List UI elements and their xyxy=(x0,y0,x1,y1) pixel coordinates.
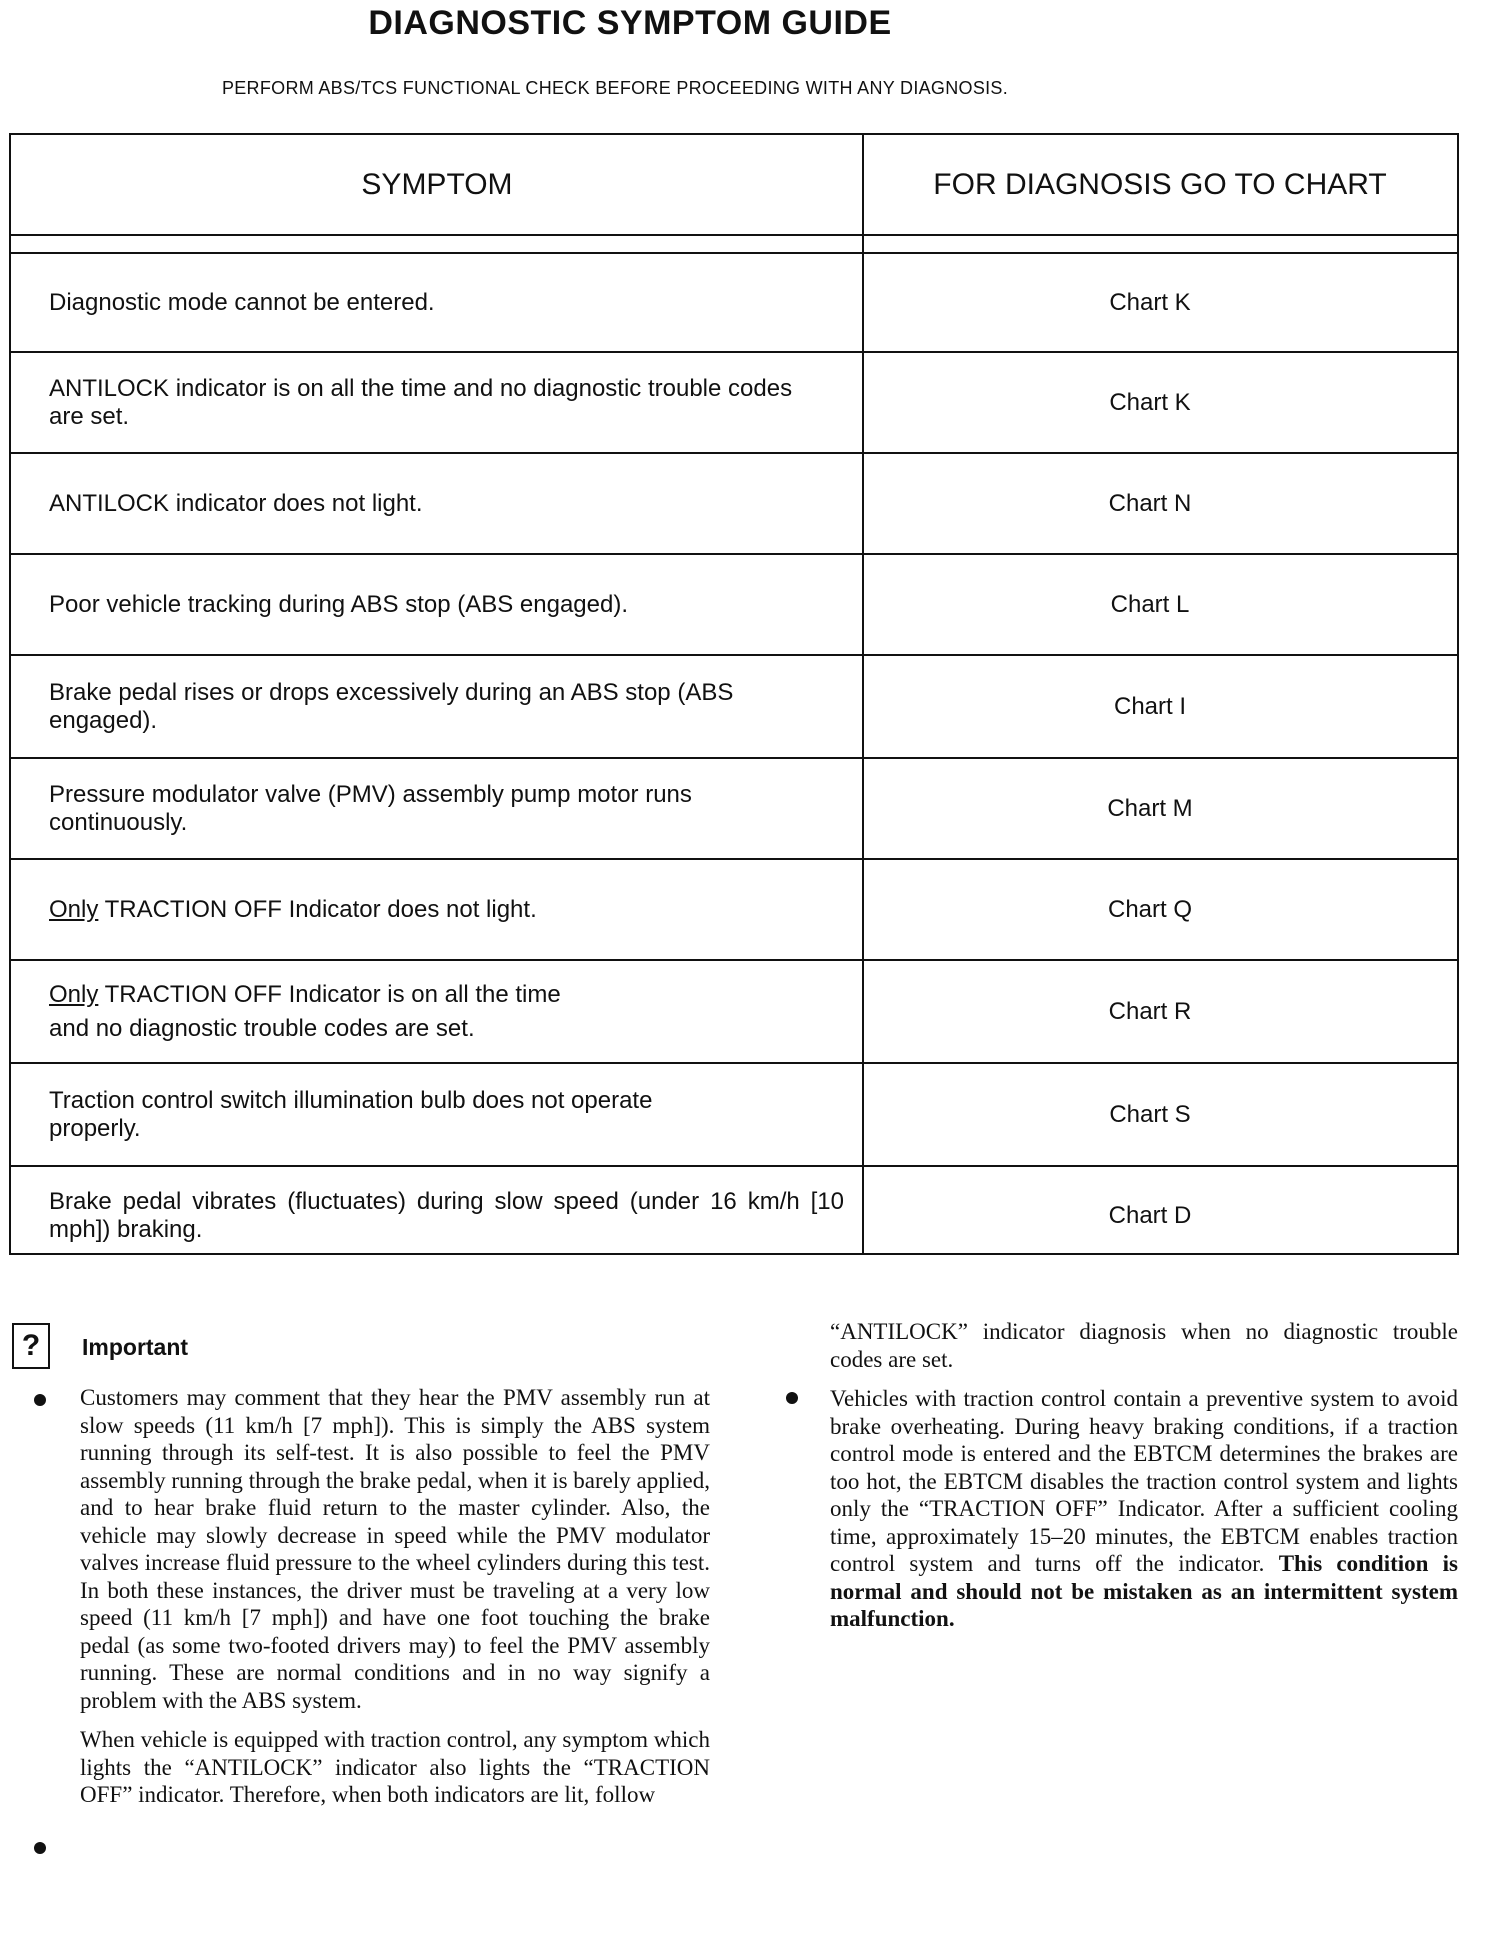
notes-left-column xyxy=(80,1384,710,1821)
header-chart: FOR DIAGNOSIS GO TO CHART xyxy=(933,167,1387,201)
note-paragraph: Customers may comment that they hear the PMV assembly run at slow speeds (11 km/h [7 mph]). This is simply the ABS system running through its self-test. It is also possible to feel the PMV assembly running through the brake pedal, when it is barely applied, and to hear brake fluid return to the master cylinder. Also, the vehicle may slowly decrease in speed while the PMV modulator valves increase fluid pressure to the wheel cylinders during this test. In both these instances, the driver must be traveling at a very low speed (11 km/h [7 mph]) and have one foot touching the brake pedal (as some two-footed drivers may) to feel the PMV assembly running. These are normal conditions and in no way signify a problem with the ABS system. xyxy=(80,1385,710,1713)
page-subtitle: PERFORM ABS/TCS FUNCTIONAL CHECK BEFORE PROCEEDING WITH ANY DIAGNOSIS. xyxy=(221,78,1009,98)
table-body xyxy=(11,254,1457,1264)
header-symptom: SYMPTOM xyxy=(361,167,513,201)
note-emphasis: This condition is normal and should not be mistaken as an intermittent system malfunction. xyxy=(830,1551,1459,1631)
table-row xyxy=(11,860,1457,961)
symptom-cell: Pressure modulator valve (PMV) assembly pump motor runs continuously. xyxy=(49,780,692,836)
symptom-cell: Poor vehicle tracking during ABS stop (ABS engaged). xyxy=(49,590,628,618)
bullet-dot-icon xyxy=(786,1392,798,1404)
chart-cell: Chart I xyxy=(1113,692,1187,720)
notes-right-column xyxy=(830,1318,1458,1645)
table-header xyxy=(11,135,1457,236)
chart-cell: Chart K xyxy=(1109,388,1191,416)
table-row xyxy=(11,759,1457,860)
symptom-cell: Brake pedal vibrates (fluctuates) during slow speed (under 16 km/h [10 mph]) braking. xyxy=(49,1187,844,1243)
only-emphasis: Only xyxy=(49,980,99,1008)
important-label: Important xyxy=(82,1334,189,1360)
symptom-cell: ANTILOCK indicator is on all the time and no diagnostic trouble codes are set. xyxy=(49,374,793,430)
symptom-cell: Brake pedal rises or drops excessively during an ABS stop (ABS engaged). xyxy=(49,678,734,734)
bullet-dot-icon xyxy=(34,1842,46,1854)
only-emphasis: Only xyxy=(49,895,99,923)
symptom-cell: Only TRACTION OFF Indicator does not light. xyxy=(49,895,537,923)
bullet-dot-icon xyxy=(34,1394,46,1406)
table-row xyxy=(11,254,1457,353)
chart-cell: Chart R xyxy=(1108,997,1192,1025)
chart-cell: Chart D xyxy=(1108,1201,1192,1229)
table-row xyxy=(11,656,1457,759)
header-spacer xyxy=(11,236,1457,254)
important-icon: ? xyxy=(12,1323,50,1369)
symptom-cell: ANTILOCK indicator does not light. xyxy=(49,489,423,517)
note-paragraph: Vehicles with traction control contain a preventive system to avoid brake overheating. During heavy braking conditions, if a traction control mode is entered and the EBTCM determines the brakes are too hot, the EBTCM disables the traction control system and lights only the “TRACTION OFF” Indicator. After a sufficient cooling time, approximately 15–20 minutes, the EBTCM enables traction control system and turns off the indicator. This condition is normal and should not be mistaken as an intermittent system malfunction. xyxy=(830,1386,1459,1631)
table-row xyxy=(11,353,1457,454)
symptom-cell: Only TRACTION OFF Indicator is on all the time and no diagnostic trouble codes are set. xyxy=(49,980,561,1042)
symptom-table xyxy=(9,133,1459,1255)
chart-cell: Chart M xyxy=(1107,794,1193,822)
note-paragraph-continued: “ANTILOCK” indicator diagnosis when no diagnostic trouble codes are set. xyxy=(830,1319,1458,1372)
table-row xyxy=(11,1064,1457,1167)
table-row xyxy=(11,1167,1457,1264)
symptom-cell: Diagnostic mode cannot be entered. xyxy=(49,288,435,316)
chart-cell: Chart L xyxy=(1110,590,1190,618)
table-row xyxy=(11,555,1457,656)
chart-cell: Chart K xyxy=(1109,288,1191,316)
chart-cell: Chart S xyxy=(1109,1100,1191,1128)
chart-cell: Chart N xyxy=(1108,489,1192,517)
page-title: DIAGNOSTIC SYMPTOM GUIDE xyxy=(368,4,892,42)
table-row xyxy=(11,454,1457,555)
chart-cell: Chart Q xyxy=(1107,895,1193,923)
symptom-cell: Traction control switch illumination bulb does not operate properly. xyxy=(49,1086,653,1142)
note-paragraph: When vehicle is equipped with traction control, any symptom which lights the “ANTILOCK” indicator also lights the “TRACTION OFF” indicator. Therefore, when both indicators are lit, follow xyxy=(80,1727,710,1807)
table-row xyxy=(11,961,1457,1064)
